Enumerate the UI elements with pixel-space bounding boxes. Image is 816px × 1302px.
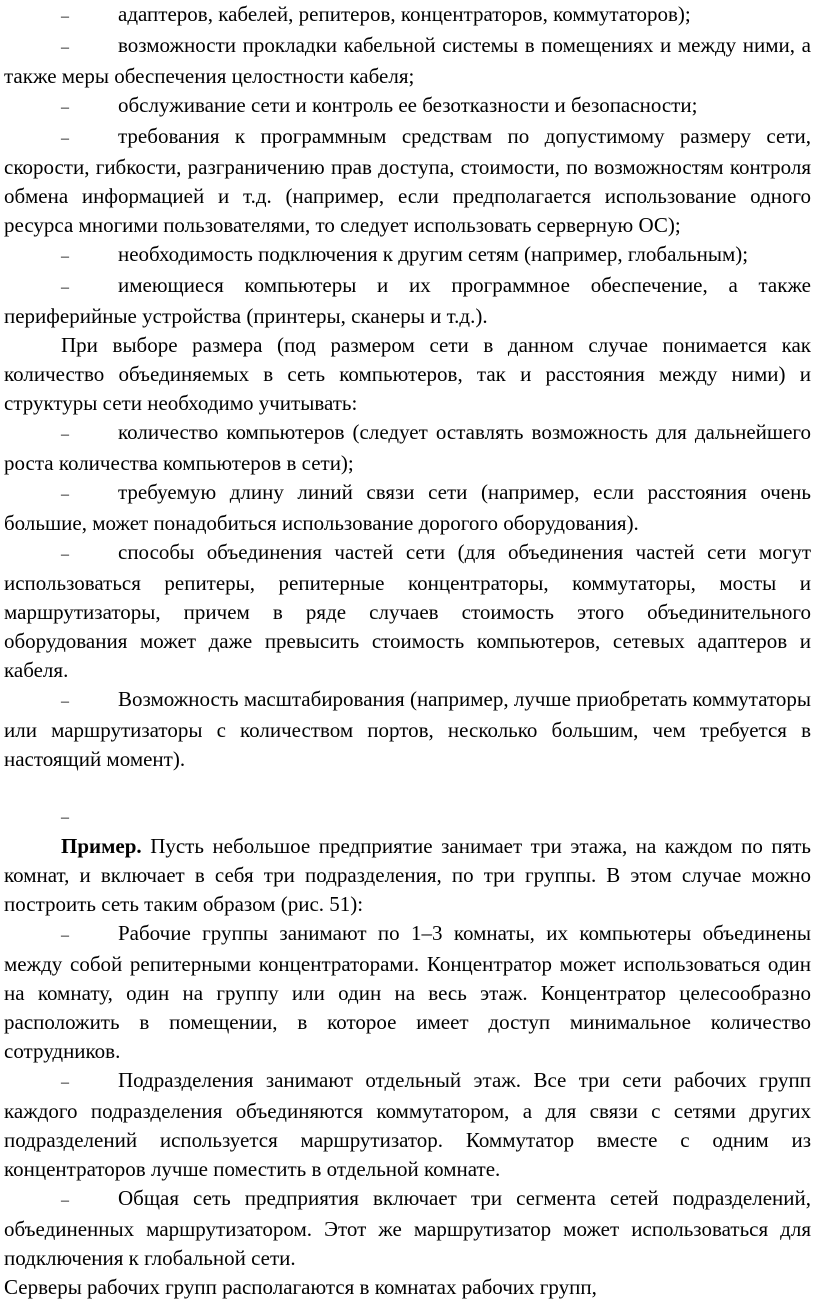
dash-marker: – (61, 546, 69, 563)
size-paragraph: При выборе размера (под размером сети в данном случае понимается как количество объединяемых в сеть компьютеров, так и расстояния между ними) и структуры сети необходимо учитывать: (4, 333, 811, 415)
example-text: Пусть небольшое предприятие занимает три этажа, на каждом по пять комнат, и включает в себя три подразделения, по три группы. В этом случае можно построить сеть таким образом (рис. 51): (4, 834, 811, 916)
list-item-text: требования к программным средствам по допустимому размеру сети, скорости, гибкости, разграничению прав доступа, стоимости, по возможностям контроля обмена информацией и т.д. (например, если предполагается использование одного ресурса многими пользователями, то следует использовать серверную ОС); (4, 124, 811, 237)
dash-marker: – (61, 99, 69, 116)
list-item (4, 418, 811, 478)
dash-marker: – (61, 39, 69, 56)
list-item-text: Подразделения занимают отдельный этаж. Все три сети рабочих групп каждого подразделения объединяются коммутатором, а для связи с сетями других подразделений используется маршрутизатор. Коммутатор вместе с одним из концентраторов лучше поместить в отдельной комнате. (4, 1068, 811, 1181)
list-item (4, 122, 811, 240)
list-item (4, 31, 811, 91)
list-item (4, 91, 811, 122)
dash-marker: – (61, 486, 69, 503)
list-item (4, 0, 811, 31)
list-item (4, 919, 811, 1066)
list-item (4, 478, 811, 538)
dash-marker: – (61, 809, 69, 826)
dash-marker: – (61, 1192, 69, 1209)
list-item-text: возможности прокладки кабельной системы в помещениях и между ними, а также меры обеспечения целостности кабеля; (4, 33, 811, 88)
dash-marker: – (61, 279, 69, 296)
example-label: Пример. (61, 834, 142, 858)
list-item-text: способы объединения частей сети (для объединения частей сети могут использоваться репитеры, репитерные концентраторы, коммутаторы, мосты и маршрутизаторы, причем в ряде случаев стоимость этого объединительного оборудования может даже превысить стоимость компьютеров, сетевых адаптеров и кабеля. (4, 540, 811, 682)
list-item (4, 1066, 811, 1184)
empty-list-item (4, 774, 811, 832)
list-item-text: Возможность масштабирования (например, лучше приобретать коммутаторы или маршрутизаторы с количеством портов, несколько большим, чем требуется в настоящий момент). (4, 687, 811, 771)
dash-marker: – (61, 426, 69, 443)
list-item (4, 271, 811, 331)
list-item (4, 240, 811, 271)
list-item-text: требуемую длину линий связи сети (например, если расстояния очень большие, может понадобиться использование дорогого оборудования). (4, 480, 811, 535)
list-item-text: имеющиеся компьютеры и их программное обеспечение, а также периферийные устройства (принтеры, сканеры и т.д.). (4, 273, 811, 328)
list-item (4, 685, 811, 774)
list-item-text: Общая сеть предприятия включает три сегмента сетей подразделений, объединенных маршрутизатором. Этот же маршрутизатор может использоваться для подключения к глобальной сети. (4, 1186, 811, 1270)
dash-marker: – (61, 927, 69, 944)
dash-marker: – (61, 8, 69, 25)
list-item-text: обслуживание сети и контроль ее безотказности и безопасности; (118, 93, 698, 117)
dash-marker: – (61, 1074, 69, 1091)
list-item-text: Рабочие группы занимают по 1–3 комнаты, их компьютеры объединены между собой репитерными концентраторами. Концентратор может использоваться один на комнату, один на группу или один на весь этаж. Концентратор целесообразно расположить в помещении, в которое имеет доступ минимальное количество сотрудников. (4, 921, 811, 1063)
list-item-text: количество компьютеров (следует оставлять возможность для дальнейшего роста количества компьютеров в сети); (4, 420, 811, 475)
dash-marker: – (61, 248, 69, 265)
last-line: Серверы рабочих групп располагаются в комнатах рабочих групп, (4, 1275, 597, 1299)
dash-marker: – (61, 693, 69, 710)
list-item (4, 538, 811, 685)
list-item-text: необходимость подключения к другим сетям (например, глобальным); (118, 242, 749, 266)
list-item-text: адаптеров, кабелей, репитеров, концентраторов, коммутаторов); (118, 2, 691, 26)
example-paragraph (4, 832, 811, 919)
dash-marker: – (61, 130, 69, 147)
